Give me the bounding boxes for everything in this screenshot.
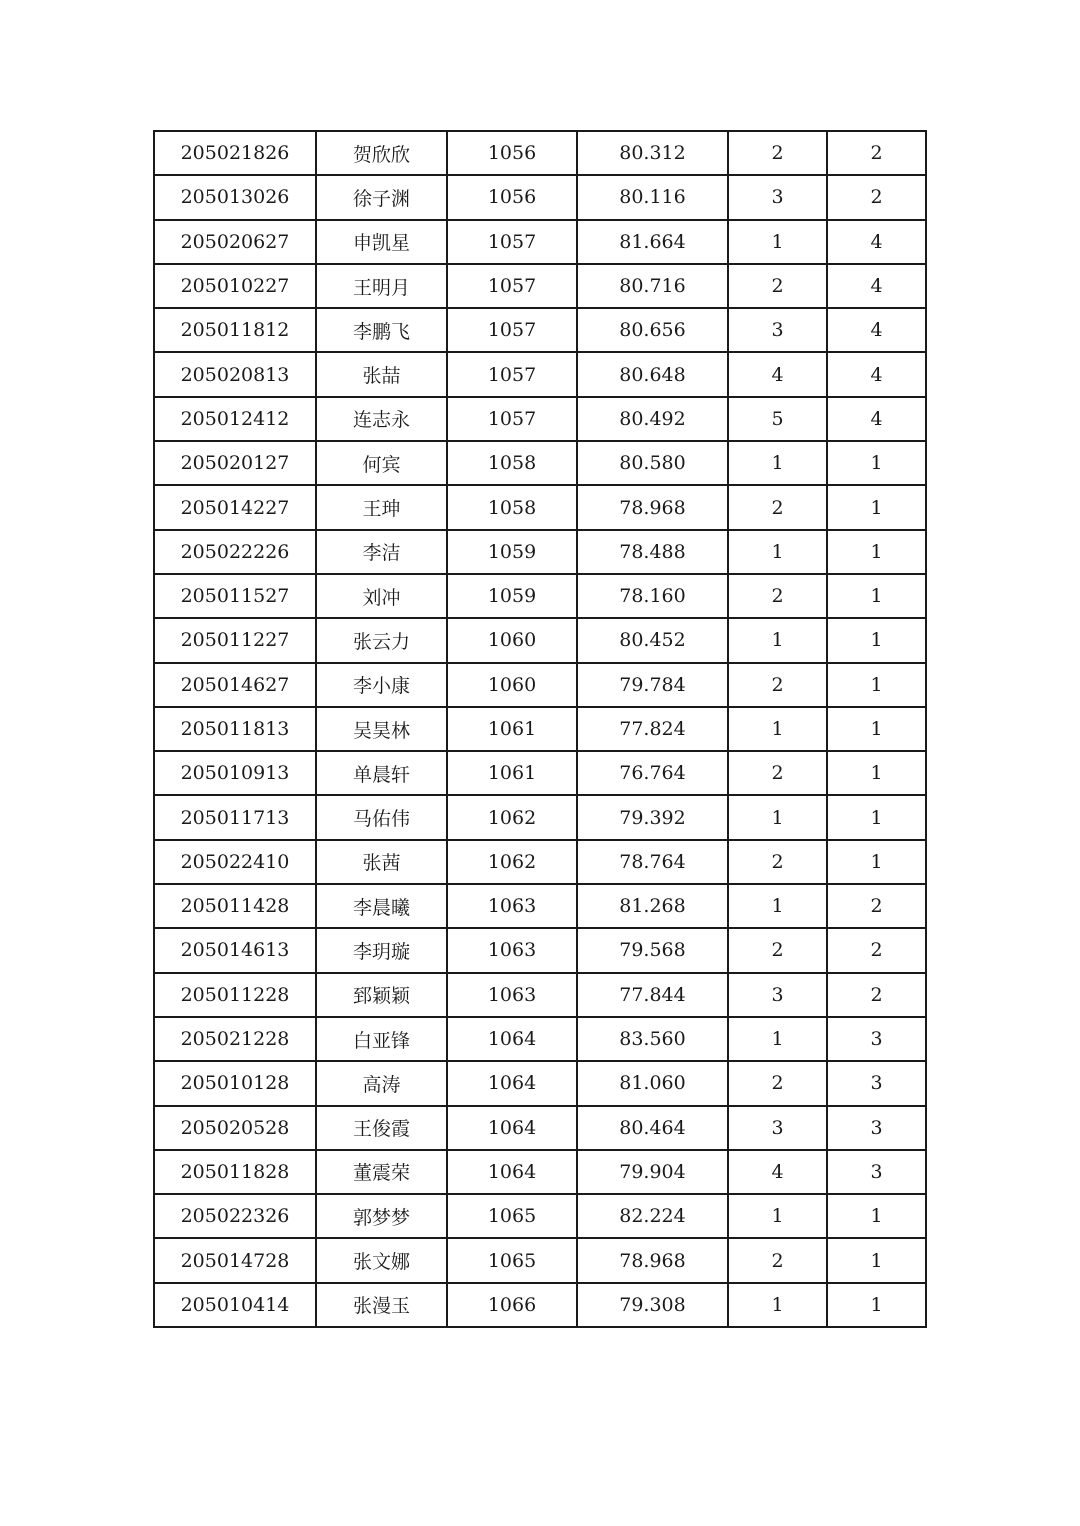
score-cell: 79.568 — [577, 928, 728, 972]
rank-cell: 2 — [728, 131, 827, 175]
rank-cell: 1 — [728, 707, 827, 751]
position-code-cell: 1063 — [447, 928, 577, 972]
position-code-cell: 1057 — [447, 397, 577, 441]
exam-id-cell: 205011813 — [154, 707, 316, 751]
quota-cell: 2 — [827, 973, 926, 1017]
name-cell: 单晨轩 — [316, 751, 447, 795]
rank-cell: 4 — [728, 1150, 827, 1194]
exam-id-cell: 205011828 — [154, 1150, 316, 1194]
quota-cell: 1 — [827, 618, 926, 662]
table-row — [154, 131, 926, 175]
rank-cell: 3 — [728, 308, 827, 352]
table-row — [154, 397, 926, 441]
rank-cell: 2 — [728, 928, 827, 972]
table-row — [154, 530, 926, 574]
results-table — [153, 130, 927, 1328]
score-cell: 80.656 — [577, 308, 728, 352]
exam-id-cell: 205013026 — [154, 175, 316, 219]
quota-cell: 4 — [827, 308, 926, 352]
exam-id-cell: 205011527 — [154, 574, 316, 618]
quota-cell: 4 — [827, 220, 926, 264]
score-cell: 79.904 — [577, 1150, 728, 1194]
position-code-cell: 1059 — [447, 574, 577, 618]
quota-cell: 1 — [827, 1283, 926, 1327]
table-row — [154, 1106, 926, 1150]
name-cell: 白亚锋 — [316, 1017, 447, 1061]
rank-cell: 1 — [728, 220, 827, 264]
rank-cell: 2 — [728, 574, 827, 618]
rank-cell: 1 — [728, 618, 827, 662]
score-cell: 83.560 — [577, 1017, 728, 1061]
rank-cell: 1 — [728, 1194, 827, 1238]
name-cell: 王俊霞 — [316, 1106, 447, 1150]
name-cell: 张文娜 — [316, 1238, 447, 1282]
rank-cell: 2 — [728, 840, 827, 884]
rank-cell: 1 — [728, 1017, 827, 1061]
position-code-cell: 1058 — [447, 441, 577, 485]
exam-id-cell: 205014627 — [154, 663, 316, 707]
exam-id-cell: 205010227 — [154, 264, 316, 308]
rank-cell: 2 — [728, 1238, 827, 1282]
rank-cell: 1 — [728, 530, 827, 574]
score-cell: 80.580 — [577, 441, 728, 485]
table-row — [154, 1283, 926, 1327]
score-cell: 80.464 — [577, 1106, 728, 1150]
position-code-cell: 1064 — [447, 1061, 577, 1105]
position-code-cell: 1057 — [447, 220, 577, 264]
quota-cell: 4 — [827, 397, 926, 441]
score-cell: 79.784 — [577, 663, 728, 707]
exam-id-cell: 205011227 — [154, 618, 316, 662]
name-cell: 何宾 — [316, 441, 447, 485]
rank-cell: 2 — [728, 485, 827, 529]
table-row — [154, 441, 926, 485]
score-cell: 82.224 — [577, 1194, 728, 1238]
score-cell: 78.160 — [577, 574, 728, 618]
score-cell: 81.268 — [577, 884, 728, 928]
name-cell: 李小康 — [316, 663, 447, 707]
name-cell: 李晨曦 — [316, 884, 447, 928]
rank-cell: 1 — [728, 884, 827, 928]
exam-id-cell: 205010128 — [154, 1061, 316, 1105]
name-cell: 李鹏飞 — [316, 308, 447, 352]
rank-cell: 2 — [728, 1061, 827, 1105]
table-row — [154, 884, 926, 928]
position-code-cell: 1056 — [447, 131, 577, 175]
quota-cell: 3 — [827, 1106, 926, 1150]
quota-cell: 2 — [827, 131, 926, 175]
table-row — [154, 663, 926, 707]
quota-cell: 1 — [827, 707, 926, 751]
quota-cell: 1 — [827, 751, 926, 795]
position-code-cell: 1062 — [447, 840, 577, 884]
name-cell: 王珅 — [316, 485, 447, 529]
score-cell: 78.764 — [577, 840, 728, 884]
results-table-body — [154, 131, 926, 1327]
rank-cell: 2 — [728, 751, 827, 795]
position-code-cell: 1065 — [447, 1238, 577, 1282]
position-code-cell: 1058 — [447, 485, 577, 529]
position-code-cell: 1057 — [447, 352, 577, 396]
score-cell: 80.648 — [577, 352, 728, 396]
table-row — [154, 928, 926, 972]
rank-cell: 2 — [728, 264, 827, 308]
table-row — [154, 308, 926, 352]
exam-id-cell: 205022410 — [154, 840, 316, 884]
score-cell: 78.968 — [577, 485, 728, 529]
table-row — [154, 707, 926, 751]
quota-cell: 1 — [827, 1194, 926, 1238]
rank-cell: 1 — [728, 1283, 827, 1327]
score-cell: 76.764 — [577, 751, 728, 795]
quota-cell: 4 — [827, 352, 926, 396]
exam-id-cell: 205020528 — [154, 1106, 316, 1150]
position-code-cell: 1065 — [447, 1194, 577, 1238]
quota-cell: 1 — [827, 441, 926, 485]
table-row — [154, 574, 926, 618]
quota-cell: 1 — [827, 485, 926, 529]
position-code-cell: 1056 — [447, 175, 577, 219]
exam-id-cell: 205022326 — [154, 1194, 316, 1238]
score-cell: 80.452 — [577, 618, 728, 662]
position-code-cell: 1061 — [447, 707, 577, 751]
name-cell: 吴昊林 — [316, 707, 447, 751]
name-cell: 高涛 — [316, 1061, 447, 1105]
name-cell: 张喆 — [316, 352, 447, 396]
name-cell: 郭梦梦 — [316, 1194, 447, 1238]
name-cell: 张漫玉 — [316, 1283, 447, 1327]
score-cell: 77.844 — [577, 973, 728, 1017]
name-cell: 贺欣欣 — [316, 131, 447, 175]
exam-id-cell: 205011812 — [154, 308, 316, 352]
rank-cell: 2 — [728, 663, 827, 707]
name-cell: 李洁 — [316, 530, 447, 574]
table-row — [154, 1017, 926, 1061]
quota-cell: 3 — [827, 1061, 926, 1105]
score-cell: 79.308 — [577, 1283, 728, 1327]
quota-cell: 3 — [827, 1017, 926, 1061]
name-cell: 徐子渊 — [316, 175, 447, 219]
exam-id-cell: 205021826 — [154, 131, 316, 175]
exam-id-cell: 205014613 — [154, 928, 316, 972]
quota-cell: 1 — [827, 840, 926, 884]
table-row — [154, 485, 926, 529]
table-row — [154, 264, 926, 308]
table-row — [154, 175, 926, 219]
position-code-cell: 1061 — [447, 751, 577, 795]
name-cell: 李玥璇 — [316, 928, 447, 972]
table-row — [154, 1194, 926, 1238]
table-row — [154, 1061, 926, 1105]
rank-cell: 3 — [728, 1106, 827, 1150]
rank-cell: 3 — [728, 973, 827, 1017]
quota-cell: 4 — [827, 264, 926, 308]
rank-cell: 1 — [728, 441, 827, 485]
position-code-cell: 1063 — [447, 973, 577, 1017]
score-cell: 81.060 — [577, 1061, 728, 1105]
table-row — [154, 751, 926, 795]
rank-cell: 5 — [728, 397, 827, 441]
position-code-cell: 1064 — [447, 1106, 577, 1150]
rank-cell: 1 — [728, 795, 827, 839]
table-row — [154, 618, 926, 662]
score-cell: 81.664 — [577, 220, 728, 264]
exam-id-cell: 205012412 — [154, 397, 316, 441]
table-row — [154, 1238, 926, 1282]
exam-id-cell: 205014227 — [154, 485, 316, 529]
name-cell: 郅颖颖 — [316, 973, 447, 1017]
table-row — [154, 795, 926, 839]
exam-id-cell: 205020127 — [154, 441, 316, 485]
position-code-cell: 1060 — [447, 663, 577, 707]
score-cell: 80.716 — [577, 264, 728, 308]
table-row — [154, 973, 926, 1017]
score-cell: 77.824 — [577, 707, 728, 751]
exam-id-cell: 205011713 — [154, 795, 316, 839]
exam-id-cell: 205022226 — [154, 530, 316, 574]
quota-cell: 1 — [827, 574, 926, 618]
position-code-cell: 1063 — [447, 884, 577, 928]
rank-cell: 4 — [728, 352, 827, 396]
score-cell: 79.392 — [577, 795, 728, 839]
name-cell: 董震荣 — [316, 1150, 447, 1194]
name-cell: 张茜 — [316, 840, 447, 884]
name-cell: 刘冲 — [316, 574, 447, 618]
name-cell: 张云力 — [316, 618, 447, 662]
exam-id-cell: 205011228 — [154, 973, 316, 1017]
quota-cell: 1 — [827, 530, 926, 574]
table-row — [154, 352, 926, 396]
name-cell: 申凯星 — [316, 220, 447, 264]
quota-cell: 2 — [827, 928, 926, 972]
rank-cell: 3 — [728, 175, 827, 219]
position-code-cell: 1064 — [447, 1017, 577, 1061]
quota-cell: 1 — [827, 1238, 926, 1282]
quota-cell: 2 — [827, 884, 926, 928]
table-row — [154, 1150, 926, 1194]
score-cell: 80.492 — [577, 397, 728, 441]
exam-id-cell: 205010913 — [154, 751, 316, 795]
name-cell: 王明月 — [316, 264, 447, 308]
name-cell: 马佑伟 — [316, 795, 447, 839]
quota-cell: 2 — [827, 175, 926, 219]
position-code-cell: 1064 — [447, 1150, 577, 1194]
position-code-cell: 1057 — [447, 308, 577, 352]
exam-id-cell: 205011428 — [154, 884, 316, 928]
position-code-cell: 1060 — [447, 618, 577, 662]
quota-cell: 3 — [827, 1150, 926, 1194]
exam-id-cell: 205021228 — [154, 1017, 316, 1061]
position-code-cell: 1062 — [447, 795, 577, 839]
table-row — [154, 220, 926, 264]
quota-cell: 1 — [827, 663, 926, 707]
exam-id-cell: 205014728 — [154, 1238, 316, 1282]
score-cell: 80.116 — [577, 175, 728, 219]
exam-id-cell: 205020813 — [154, 352, 316, 396]
score-cell: 78.488 — [577, 530, 728, 574]
name-cell: 连志永 — [316, 397, 447, 441]
exam-id-cell: 205020627 — [154, 220, 316, 264]
score-cell: 80.312 — [577, 131, 728, 175]
quota-cell: 1 — [827, 795, 926, 839]
score-cell: 78.968 — [577, 1238, 728, 1282]
position-code-cell: 1066 — [447, 1283, 577, 1327]
exam-id-cell: 205010414 — [154, 1283, 316, 1327]
table-row — [154, 840, 926, 884]
position-code-cell: 1057 — [447, 264, 577, 308]
position-code-cell: 1059 — [447, 530, 577, 574]
